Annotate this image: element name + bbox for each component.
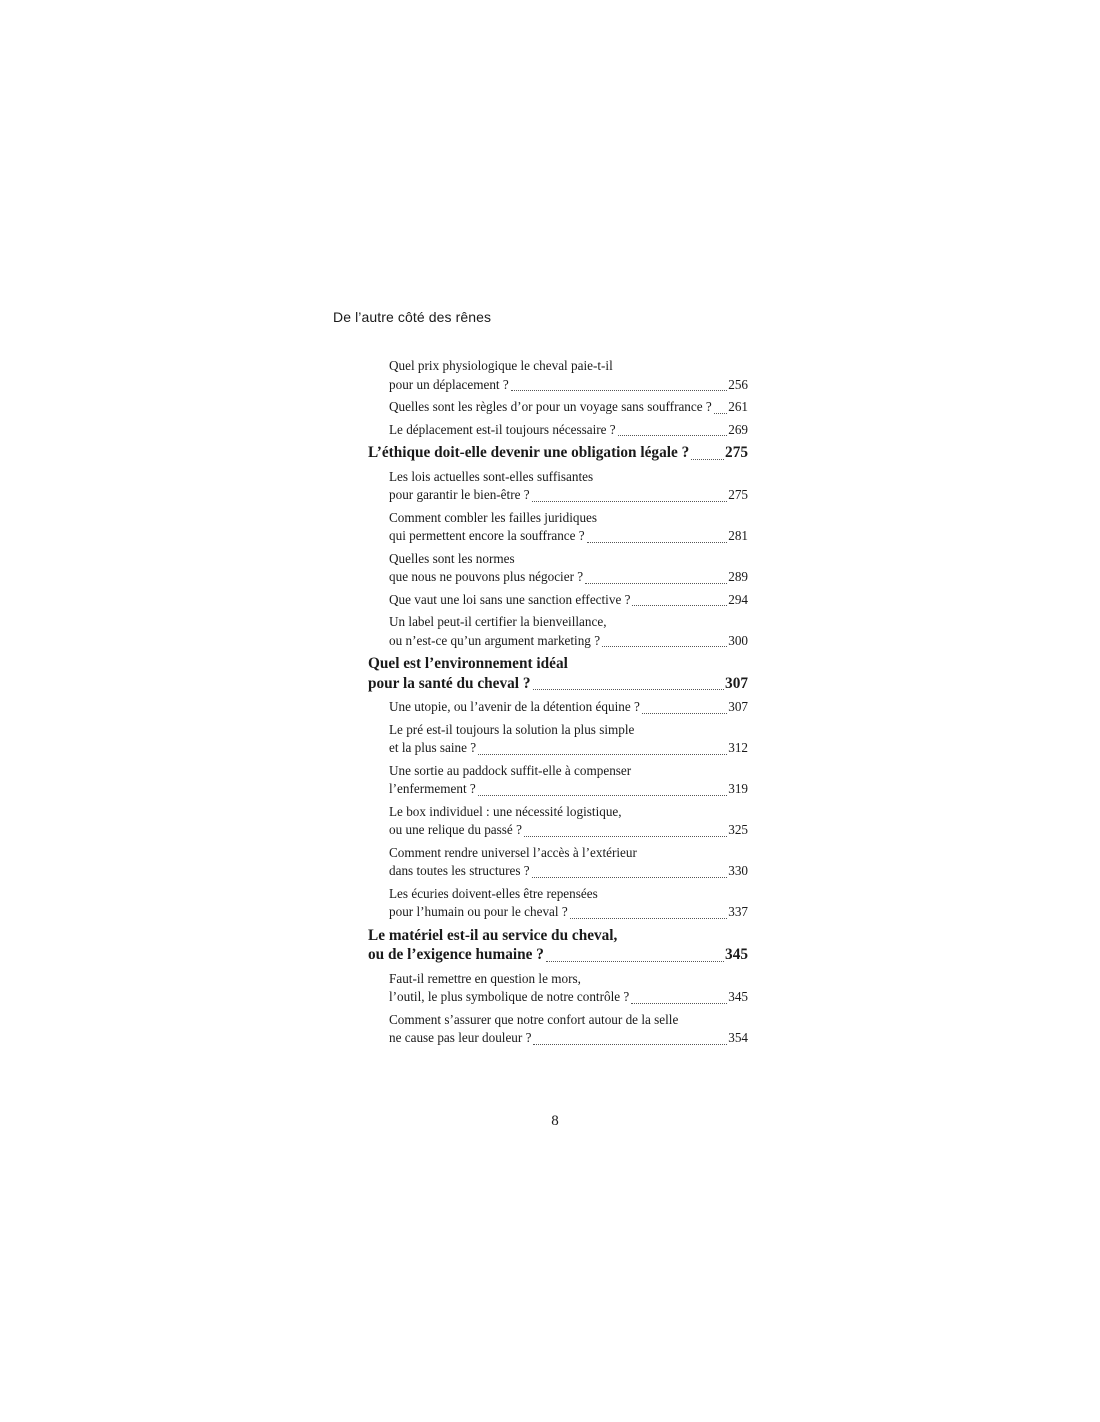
toc-page-number: 312 <box>728 740 748 755</box>
toc-page-number: 354 <box>728 1030 748 1045</box>
toc-page-number: 256 <box>728 376 748 392</box>
dot-leader <box>642 713 727 714</box>
toc-entry-title-line: Que vaut une loi sans une sanction effective ? <box>389 591 631 607</box>
toc-page-number: 345 <box>728 989 748 1004</box>
toc-page-number: 275 <box>728 487 748 502</box>
toc-page-number: 300 <box>728 632 748 648</box>
dot-leader <box>602 646 727 647</box>
toc-section-entry <box>368 844 748 881</box>
toc-entry-title-line: Un label peut-il certifier la bienveillance, <box>389 614 607 629</box>
toc-page-number: 319 <box>728 781 748 796</box>
toc-page-number: 345 <box>725 946 748 963</box>
toc-entry-title-line: dans toutes les structures ? <box>389 863 530 878</box>
toc-page-number: 261 <box>728 399 748 414</box>
toc-entry-title-line: Une utopie, ou l’avenir de la détention équine ? <box>389 699 640 714</box>
toc-entry-title-line: ou une relique du passé ? <box>389 822 522 837</box>
toc-entry-title-line: Les lois actuelles sont-elles suffisantes <box>389 468 594 484</box>
toc-section-entry <box>368 550 748 587</box>
toc-section-entry <box>368 970 748 1007</box>
dot-leader <box>511 390 727 391</box>
toc-page-number: 289 <box>728 569 748 584</box>
toc-entry-title-line: Une sortie au paddock suffit-elle à compenser <box>389 762 632 778</box>
toc-entry-title-line: Quel prix physiologique le cheval paie-t-il <box>389 358 613 373</box>
dot-leader <box>478 754 727 755</box>
dot-leader <box>631 1003 727 1004</box>
dot-leader <box>524 836 727 837</box>
toc-entry-title-line: Quelles sont les normes <box>389 550 515 566</box>
toc-entry-title-line: pour garantir le bien-être ? <box>389 487 530 502</box>
toc-section-entry <box>368 1011 748 1048</box>
dot-leader <box>587 542 728 543</box>
dot-leader <box>532 501 728 502</box>
toc-entry-title-line: Faut-il remettre en question le mors, <box>389 970 581 986</box>
toc-page-number: 281 <box>728 528 748 543</box>
dot-leader <box>546 961 724 962</box>
dot-leader <box>570 918 728 919</box>
toc-entry-title-line: l’enfermement ? <box>389 781 476 796</box>
toc-section-entry <box>368 803 748 840</box>
toc-entry-title-line: Le pré est-il toujours la solution la plus simple <box>389 721 635 737</box>
dot-leader <box>532 877 728 878</box>
toc-section-entry <box>368 357 748 394</box>
toc-section-entry <box>368 468 748 505</box>
toc-entry-title-line: Le matériel est-il au service du cheval, <box>368 926 618 944</box>
dot-leader <box>714 413 727 414</box>
toc-section-entry <box>368 762 748 799</box>
running-head: De l’autre côté des rênes <box>333 309 492 325</box>
toc-chapter-entry <box>368 443 748 463</box>
toc-entry-title-line: ou n’est-ce qu’un argument marketing ? <box>389 632 601 648</box>
toc-entry-title-line: Quelles sont les règles d’or pour un voyage sans souffrance ? <box>389 399 712 414</box>
toc-page-number: 307 <box>728 699 748 714</box>
toc-entry-title-line: Le déplacement est-il toujours nécessaire ? <box>389 421 616 437</box>
toc-page-number: 307 <box>725 674 748 692</box>
toc-section-entry <box>368 885 748 922</box>
toc-section-entry <box>368 509 748 546</box>
toc-entry-title-line: Quel est l’environnement idéal <box>368 655 568 672</box>
toc-section-entry <box>368 398 748 417</box>
page-number: 8 <box>551 1113 559 1129</box>
toc-entry-title-line: qui permettent encore la souffrance ? <box>389 528 585 543</box>
toc-entry-title-line: ne cause pas leur douleur ? <box>389 1030 532 1045</box>
dot-leader <box>533 1044 727 1045</box>
toc-entry-title-line: Le box individuel : une nécessité logistique, <box>389 803 622 819</box>
toc-entry-title-line: pour l’humain ou pour le cheval ? <box>389 904 568 919</box>
toc-section-entry <box>368 721 748 758</box>
dot-leader <box>632 605 727 606</box>
toc-section-entry <box>368 421 748 440</box>
toc-entry-title-line: l’outil, le plus symbolique de notre contrôle ? <box>389 989 630 1004</box>
toc-chapter-entry <box>368 654 748 693</box>
toc-section-entry <box>368 698 748 717</box>
toc-page-number: 269 <box>728 421 748 437</box>
toc-page-number: 275 <box>725 444 748 461</box>
toc-page-number: 294 <box>728 591 748 607</box>
toc-chapter-entry <box>368 926 748 965</box>
toc-entry-title-line: Comment rendre universel l’accès à l’extérieur <box>389 844 637 860</box>
toc-entry-title-line: ou de l’exigence humaine ? <box>368 946 544 963</box>
toc-entry-title-line: pour la santé du cheval ? <box>368 674 531 692</box>
toc-page-number: 330 <box>728 863 748 878</box>
table-of-contents <box>368 357 748 1052</box>
toc-entry-title-line: que nous ne pouvons plus négocier ? <box>389 569 584 584</box>
toc-entry-title-line: pour un déplacement ? <box>389 376 509 392</box>
toc-entry-title-line: L’éthique doit-elle devenir une obligation légale ? <box>368 444 690 461</box>
toc-entry-title-line: Comment combler les failles juridiques <box>389 509 598 525</box>
toc-entry-title-line: Les écuries doivent-elles être repensées <box>389 885 598 901</box>
toc-entry-title-line: et la plus saine ? <box>389 740 477 755</box>
toc-page-number: 337 <box>728 904 748 919</box>
dot-leader <box>478 795 727 796</box>
dot-leader <box>585 583 727 584</box>
toc-page-number: 325 <box>728 822 748 837</box>
dot-leader <box>691 459 724 460</box>
toc-section-entry <box>368 591 748 610</box>
toc-section-entry <box>368 613 748 650</box>
toc-entry-title-line: Comment s’assurer que notre confort autour de la selle <box>389 1011 679 1027</box>
dot-leader <box>618 435 728 436</box>
dot-leader <box>533 689 725 690</box>
